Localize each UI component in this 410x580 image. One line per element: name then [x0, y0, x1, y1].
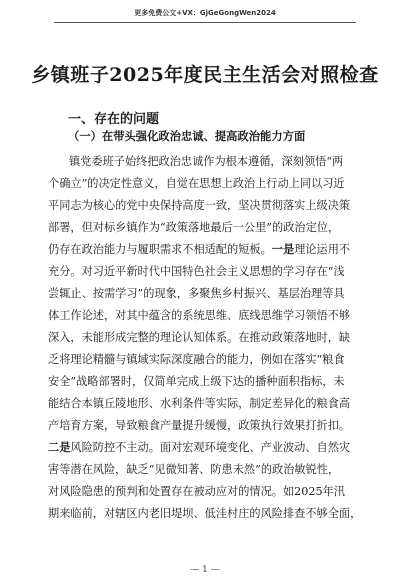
paragraph-line: 期来临前，对辖区内老旧堤坝、低洼村庄的风险排查不够全面，: [48, 507, 362, 520]
paragraph-line: 充分。对习近平新时代中国特色社会主义思想的学习存在“浅: [48, 265, 345, 278]
section-heading: 一、存在的问题: [68, 112, 160, 127]
paragraph-line: 尝辄止、按需学习”的现象，多聚焦乡村振兴、基层治理等具: [48, 287, 345, 300]
page-number: — 1 —: [190, 565, 220, 575]
top-banner: 更多免费公文+VX：GjGeGongWen2024: [134, 9, 276, 17]
document-title: 乡镇班子2025年度民主生活会对照检查: [31, 64, 379, 86]
paragraph-line: 乏将理论精髓与镇域实际深度融合的能力，例如在落实“粮食: [48, 353, 345, 366]
paragraph-line: 镇党委班子始终把政治忠诚作为根本遵循，深刻领悟“两: [69, 155, 344, 168]
paragraph-line: 体工作论述，对其中蕴含的系统思维、底线思维学习领悟不够: [48, 309, 351, 322]
header-divider: [54, 22, 356, 23]
paragraph-line: 产培育方案，导致粮食产量提升缓慢，政策执行效果打折扣。: [48, 419, 351, 432]
paragraph-line: 平同志为核心的党中央保持高度一致，坚决贯彻落实上级决策: [48, 199, 351, 212]
paragraph-line: 安全”战略部署时，仅简单完成上级下达的播种面积指标，未: [48, 375, 345, 388]
paragraph-line: 个确立”的决定性意义，自觉在思想上政治上行动上同以习近: [48, 177, 345, 190]
paragraph-line: 二是风险防控不主动。面对宏观环境变化、产业波动、自然灾: [48, 440, 351, 454]
paragraph-line: 部署，但对标乡镇作为“政策落地最后一公里”的政治定位，: [48, 221, 340, 234]
subsection-heading: （一）在带头强化政治忠诚、提高政治能力方面: [68, 129, 306, 143]
paragraph-line: 仍存在政治能力与履职需求不相适配的短板。一是理论运用不: [48, 242, 351, 256]
paragraph-line: 对风险隐患的预判和处置存在被动应对的情况。如2025年汛: [48, 485, 345, 498]
paragraph-line: 能结合本镇丘陵地形、水利条件等实际，制定差异化的粮食高: [48, 397, 351, 410]
paragraph-line: 害等潜在风险，缺乏“见微知著、防患未然”的政治敏锐性，: [48, 463, 340, 476]
paragraph-line: 深入，未能形成完整的理论认知体系。在推动政策落地时，缺: [48, 331, 351, 344]
